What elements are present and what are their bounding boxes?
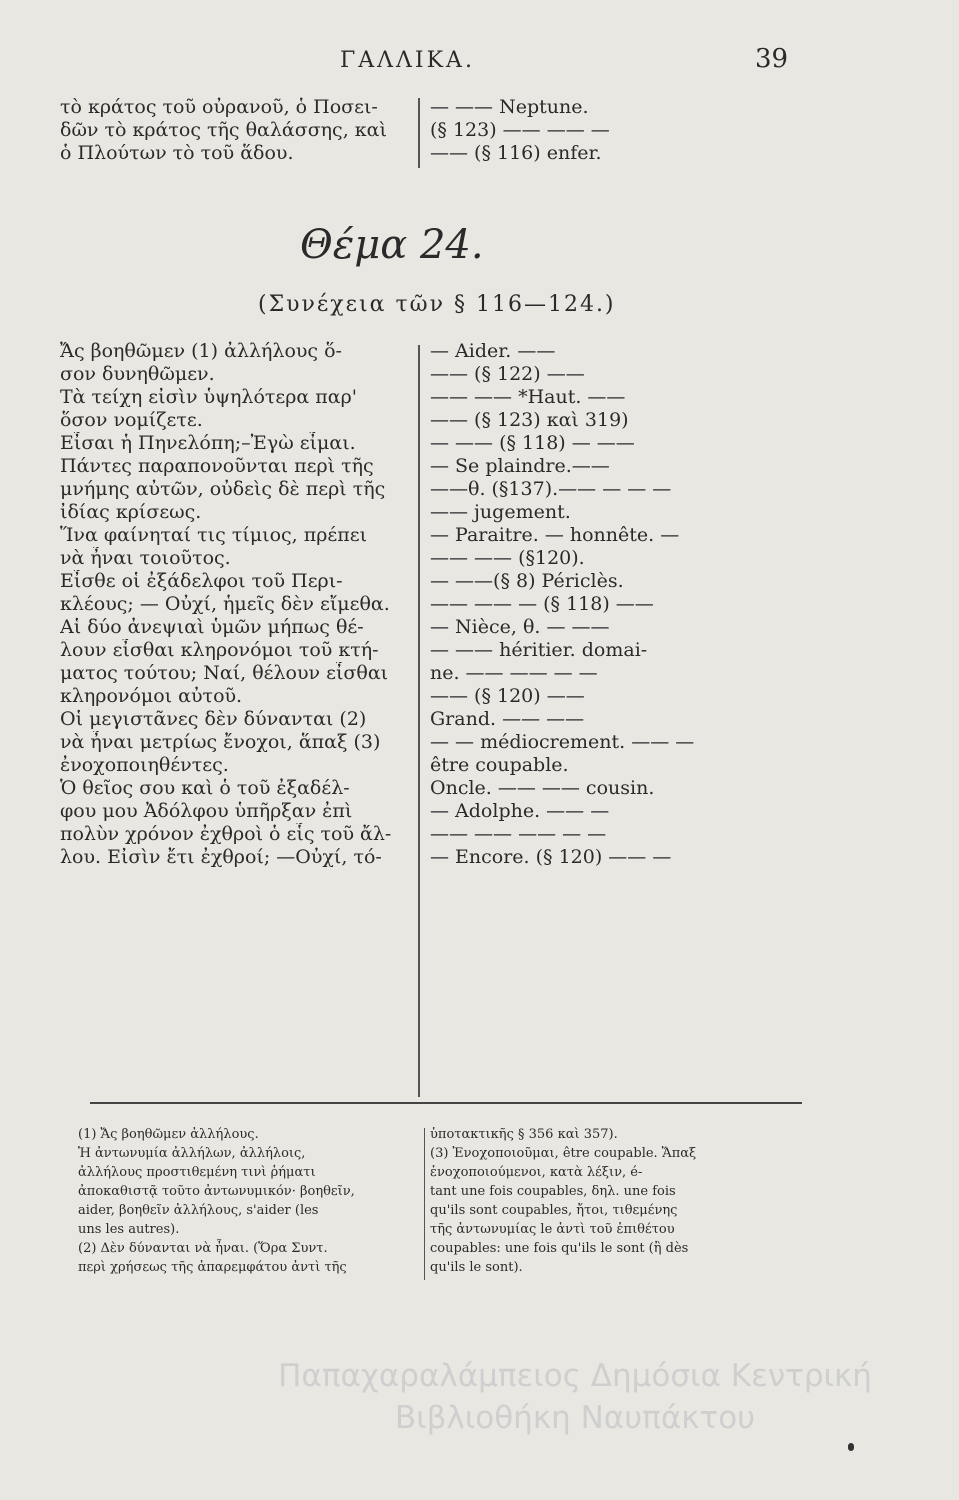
french-line: —— (§ 120) ——: [430, 685, 585, 707]
french-line: être coupable.: [430, 754, 569, 776]
greek-line: νὰ ἦναι μετρίως ἔνοχοι, ἅπαξ (3): [60, 731, 381, 753]
footnote-line: aider, βοηθεῖν ἀλλήλους, s'aider (les: [78, 1203, 319, 1218]
french-line: — Aider. ——: [430, 340, 556, 362]
greek-line: Τὰ τείχη εἰσὶν ὑψηλότερα παρ': [60, 386, 358, 408]
footnote-divider: [424, 1128, 425, 1280]
greek-line: ματος τούτου; Ναί, θέλουν εἶσθαι: [60, 662, 389, 684]
french-line: — — médiocrement. —— —: [430, 731, 695, 753]
footnote-line: uns les autres).: [78, 1222, 180, 1237]
section-reference: (Συνέχεια τῶν § 116—124.): [258, 292, 616, 317]
exercise-greek-text: [60, 340, 415, 869]
greek-line: σον δυνηθῶμεν.: [60, 363, 215, 385]
greek-line: ὁ Πλούτων τὸ τοῦ ἅδου.: [60, 142, 294, 164]
footnote-line: ἀποκαθιστᾷ τοῦτο ἀντωνυμικόν· βοηθεῖν,: [78, 1184, 355, 1199]
footnote-line: coupables: une fois qu'ils le sont (ἢ dès: [430, 1241, 689, 1256]
footnote-line: qu'ils sont coupables, ἤτοι, τιθεμένης: [430, 1203, 678, 1218]
column-divider: [418, 345, 420, 1097]
french-line: (§ 123) —— —— —: [430, 119, 610, 141]
greek-line: Εἶσθε οἱ ἐξάδελφοι τοῦ Περι-: [60, 570, 343, 592]
greek-line: Εἶσαι ἡ Πηνελόπη;–Ἐγὼ εἶμαι.: [60, 432, 356, 454]
french-line: —— (§ 122) ——: [430, 363, 585, 385]
ink-speck: [848, 1443, 854, 1451]
footnote-line: τῆς ἀντωνυμίας le ἀντὶ τοῦ ἐπιθέτου: [430, 1222, 675, 1237]
french-line: Oncle. —— —— cousin.: [430, 777, 655, 799]
footnote-line: (1) Ἄς βοηθῶμεν ἀλλήλους.: [78, 1127, 259, 1142]
footnote-line: (2) Δὲν δύνανται νὰ ἦναι. (Ὅρα Συντ.: [78, 1241, 328, 1256]
french-line: ——θ. (§137).—— — — —: [430, 478, 672, 500]
footnote-line: Ἡ ἀντωνυμία ἀλλήλων, ἀλλήλοις,: [78, 1146, 306, 1161]
footnote-line: ἀλλήλους προστιθεμένη τινὶ ῥήματι: [78, 1165, 316, 1180]
greek-line: πολὺν χρόνον ἐχθροὶ ὁ εἷς τοῦ ἄλ-: [60, 823, 392, 845]
greek-line: κλέους; — Οὐχί, ἡμεῖς δὲν εἴμεθα.: [60, 593, 390, 615]
greek-line: Οἱ μεγιστᾶνες δὲν δύνανται (2): [60, 708, 367, 730]
footnote-line: ὑποτακτικῆς § 356 καὶ 357).: [430, 1127, 618, 1142]
footnote-line: qu'ils le sont).: [430, 1260, 523, 1275]
greek-line: Αἱ δύο ἀνεψιαὶ ὑμῶν μήπως θέ-: [60, 616, 364, 638]
french-line: — Encore. (§ 120) —— —: [430, 846, 672, 868]
greek-line: λουν εἶσθαι κληρονόμοι τοῦ κτή-: [60, 639, 379, 661]
footnotes-left: [78, 1125, 418, 1277]
greek-line: μνήμης αὐτῶν, οὐδεὶς δὲ περὶ τῆς: [60, 478, 386, 500]
greek-line: νὰ ἦναι τοιοῦτος.: [60, 547, 231, 569]
french-line: —— —— — (§ 118) ——: [430, 593, 654, 615]
french-line: — ——(§ 8) Périclès.: [430, 570, 624, 592]
top-french-glosses: [430, 96, 810, 165]
french-line: —— —— *Haut. ——: [430, 386, 626, 408]
greek-line: τὸ κράτος τοῦ οὐρανοῦ, ὁ Ποσει-: [60, 96, 378, 118]
greek-line: Ἵνα φαίνηταί τις τίμιος, πρέπει: [60, 524, 368, 546]
french-line: — Se plaindre.——: [430, 455, 610, 477]
greek-line: κληρονόμοι αὐτοῦ.: [60, 685, 243, 707]
theme-heading: Θέμα 24.: [300, 222, 484, 268]
footnote-line: (3) Ἐνοχοποιοῦμαι, être coupable. Ἅπαξ: [430, 1146, 697, 1161]
greek-line: Ὁ θεῖος σου καὶ ὁ τοῦ ἐξαδέλ-: [60, 777, 350, 799]
greek-line: ὅσον νομίζετε.: [60, 409, 203, 431]
french-line: —— —— (§120).: [430, 547, 585, 569]
french-line: — Paraitre. — honnête. —: [430, 524, 680, 546]
column-divider: [418, 98, 420, 168]
top-greek-text: [60, 96, 415, 165]
french-line: —— jugement.: [430, 501, 571, 523]
french-line: — —— (§ 118) — ——: [430, 432, 635, 454]
footnote-separator: [90, 1102, 802, 1104]
footnote-line: ἐνοχοποιούμενοι, κατὰ λέξιν, é-: [430, 1165, 643, 1180]
greek-line: δῶν τὸ κράτος τῆς θαλάσσης, καὶ: [60, 119, 387, 141]
greek-line: Ἄς βοηθῶμεν (1) ἀλλήλους ὅ-: [60, 340, 342, 362]
french-line: — —— héritier. domai-: [430, 639, 648, 661]
footnotes-right: [430, 1125, 810, 1277]
running-header: ΓΑΛΛΙΚΑ.: [340, 48, 475, 73]
french-line: —— —— —— — —: [430, 823, 607, 845]
french-line: —— (§ 123) καὶ 319): [430, 409, 629, 431]
exercise-french-glosses: [430, 340, 810, 869]
greek-line: ἐνοχοποιηθέντες.: [60, 754, 229, 776]
french-line: — Adolphe. —— —: [430, 800, 610, 822]
french-line: ne. —— —— — —: [430, 662, 598, 684]
greek-line: φου μου Ἀδόλφου ὑπῆρξαν ἐπὶ: [60, 800, 353, 822]
library-watermark: Βιβλιοθήκη Ναυπάκτου: [394, 1400, 756, 1436]
french-line: Grand. —— ——: [430, 708, 585, 730]
footnote-line: tant une fois coupables, δηλ. une fois: [430, 1184, 676, 1199]
french-line: — —— Neptune.: [430, 96, 589, 118]
french-line: —— (§ 116) enfer.: [430, 142, 602, 164]
greek-line: λου. Εἰσὶν ἔτι ἐχθροί; —Οὐχί, τό-: [60, 846, 382, 868]
greek-line: Πάντες παραπονοῦνται περὶ τῆς: [60, 455, 374, 477]
french-line: — Nièce, θ. — ——: [430, 616, 610, 638]
greek-line: ἰδίας κρίσεως.: [60, 501, 202, 523]
page-number: 39: [755, 44, 789, 74]
footnote-line: περὶ χρήσεως τῆς ἀπαρεμφάτου ἀντὶ τῆς: [78, 1260, 347, 1275]
library-watermark: Παπαχαραλάμπειος Δημόσια Κεντρική: [278, 1358, 872, 1394]
